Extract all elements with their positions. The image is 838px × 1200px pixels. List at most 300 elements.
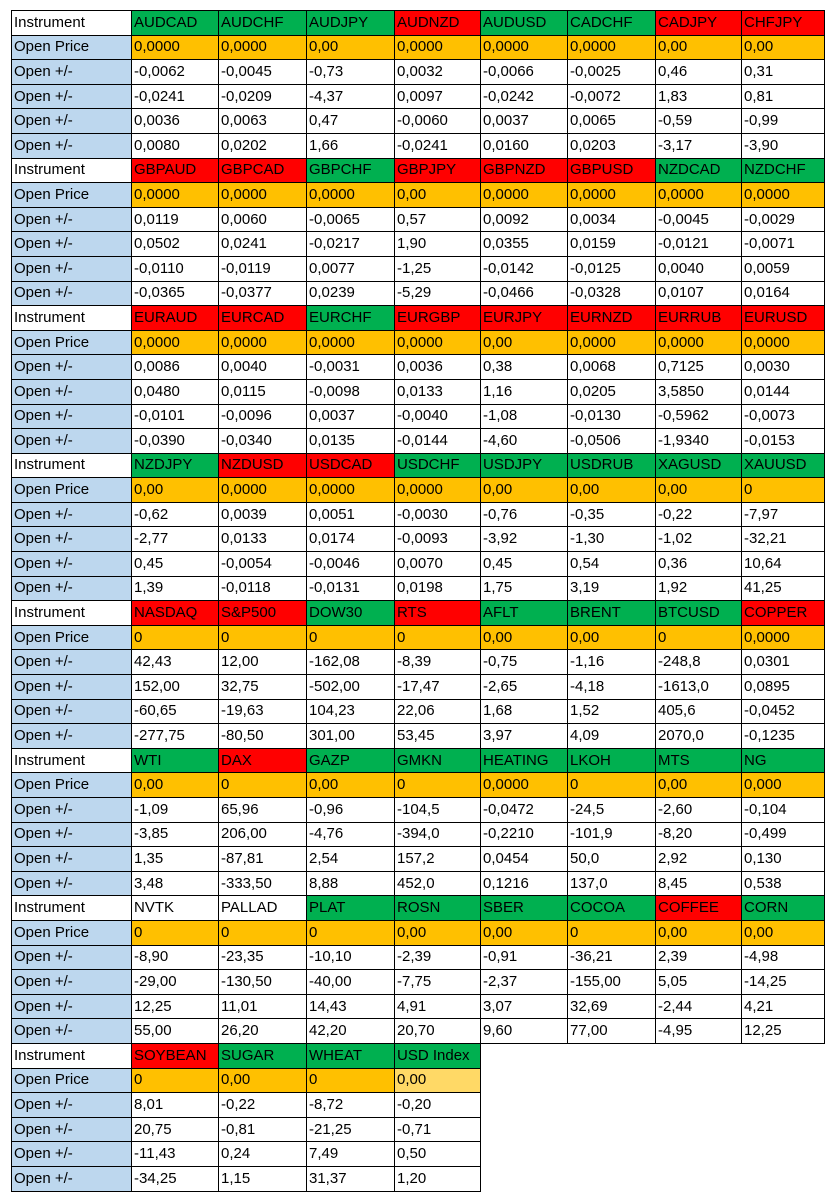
open-delta-cell: -23,35 (219, 945, 307, 970)
open-delta-cell: -11,43 (132, 1142, 219, 1167)
open-delta-cell: -394,0 (395, 822, 481, 847)
open-delta-cell: -60,65 (132, 699, 219, 724)
instrument-name-cell: LKOH (568, 748, 656, 773)
open-price-cell: 0,00 (656, 773, 742, 798)
open-price-cell: 0,0000 (742, 625, 825, 650)
open-delta-cell: -0,0096 (219, 404, 307, 429)
open-delta-cell: -0,0030 (395, 502, 481, 527)
open-delta-label: Open +/- (12, 994, 132, 1019)
instrument-name-cell: GBPCHF (307, 158, 395, 183)
instrument-name-cell: RTS (395, 601, 481, 626)
instrument-name-cell: EURNZD (568, 306, 656, 331)
open-delta-cell: -0,0153 (742, 429, 825, 454)
instrument-name-cell: AUDCHF (219, 11, 307, 36)
open-delta-cell: -0,0101 (132, 404, 219, 429)
open-price-cell: 0,00 (656, 35, 742, 60)
empty-cell (742, 1142, 825, 1167)
instrument-name-cell: DOW30 (307, 601, 395, 626)
open-delta-cell: -4,76 (307, 822, 395, 847)
instrument-row (12, 1043, 825, 1068)
open-price-cell: 0,0000 (307, 183, 395, 208)
open-price-cell: 0,000 (742, 773, 825, 798)
open-price-cell: 0,0000 (307, 478, 395, 503)
open-delta-cell: -0,35 (568, 502, 656, 527)
open-delta-cell: 0,0241 (219, 232, 307, 257)
open-delta-cell: -4,37 (307, 84, 395, 109)
open-delta-cell: 20,70 (395, 1019, 481, 1044)
open-price-cell: 0,0000 (656, 183, 742, 208)
open-delta-cell: -0,0066 (481, 60, 568, 85)
open-delta-label: Open +/- (12, 84, 132, 109)
open-delta-cell: 0,0034 (568, 207, 656, 232)
open-delta-cell: 7,49 (307, 1142, 395, 1167)
open-delta-cell: -24,5 (568, 798, 656, 823)
open-delta-row (12, 502, 825, 527)
open-price-cell: 0,0000 (656, 330, 742, 355)
open-delta-cell: 0,36 (656, 552, 742, 577)
open-delta-cell: -0,0062 (132, 60, 219, 85)
instrument-row (12, 158, 825, 183)
open-delta-cell: -4,95 (656, 1019, 742, 1044)
open-delta-cell: 157,2 (395, 847, 481, 872)
empty-cell (656, 1068, 742, 1093)
open-delta-cell: -0,22 (219, 1093, 307, 1118)
open-delta-cell: 12,25 (132, 994, 219, 1019)
open-delta-label: Open +/- (12, 552, 132, 577)
instrument-label: Instrument (12, 1043, 132, 1068)
open-price-cell: 0,0000 (307, 330, 395, 355)
open-delta-cell: -36,21 (568, 945, 656, 970)
open-delta-cell: -0,0071 (742, 232, 825, 257)
open-delta-label: Open +/- (12, 798, 132, 823)
open-price-cell: 0 (219, 773, 307, 798)
open-delta-cell: -104,5 (395, 798, 481, 823)
open-delta-cell: -8,90 (132, 945, 219, 970)
open-delta-cell: -0,0452 (742, 699, 825, 724)
open-price-cell: 0 (656, 625, 742, 650)
open-price-cell: 0,00 (568, 478, 656, 503)
open-delta-cell: 0,0133 (219, 527, 307, 552)
open-delta-cell: 206,00 (219, 822, 307, 847)
open-price-cell: 0 (568, 773, 656, 798)
open-delta-cell: -0,0121 (656, 232, 742, 257)
instrument-row (12, 306, 825, 331)
instrument-name-cell: AUDJPY (307, 11, 395, 36)
open-delta-cell: 0,7125 (656, 355, 742, 380)
open-delta-cell: 0,50 (395, 1142, 481, 1167)
open-delta-cell: 137,0 (568, 871, 656, 896)
open-price-cell: 0,0000 (568, 183, 656, 208)
open-delta-cell: -87,81 (219, 847, 307, 872)
open-delta-cell: 301,00 (307, 724, 395, 749)
open-delta-cell: 3,07 (481, 994, 568, 1019)
open-delta-cell: 0,0063 (219, 109, 307, 134)
open-delta-cell: -2,44 (656, 994, 742, 1019)
open-price-cell: 0,0000 (132, 35, 219, 60)
open-price-label: Open Price (12, 478, 132, 503)
open-delta-cell: 3,97 (481, 724, 568, 749)
open-delta-cell: -32,21 (742, 527, 825, 552)
instrument-name-cell: GBPUSD (568, 158, 656, 183)
open-delta-cell: -1,30 (568, 527, 656, 552)
instrument-name-cell: GBPJPY (395, 158, 481, 183)
instrument-name-cell: BRENT (568, 601, 656, 626)
open-delta-cell: -1,16 (568, 650, 656, 675)
empty-cell (568, 1142, 656, 1167)
open-delta-cell: 50,0 (568, 847, 656, 872)
open-delta-cell: 0,81 (742, 84, 825, 109)
open-delta-cell: 2,92 (656, 847, 742, 872)
open-delta-cell: 0,0895 (742, 675, 825, 700)
instrument-name-cell: AUDCAD (132, 11, 219, 36)
open-delta-cell: -0,0031 (307, 355, 395, 380)
instrument-name-cell: CHFJPY (742, 11, 825, 36)
open-delta-cell: -34,25 (132, 1166, 219, 1191)
open-delta-cell: 0,0086 (132, 355, 219, 380)
open-price-row (12, 478, 825, 503)
open-delta-cell: 0,0068 (568, 355, 656, 380)
empty-cell (481, 1166, 568, 1191)
open-delta-cell: -0,0029 (742, 207, 825, 232)
open-delta-row (12, 650, 825, 675)
open-delta-cell: -2,77 (132, 527, 219, 552)
instrument-name-cell: NZDCHF (742, 158, 825, 183)
open-price-label: Open Price (12, 920, 132, 945)
open-price-cell: 0 (219, 920, 307, 945)
open-delta-cell: -7,75 (395, 970, 481, 995)
open-delta-cell: 5,05 (656, 970, 742, 995)
open-delta-cell: 32,75 (219, 675, 307, 700)
open-delta-cell: -19,63 (219, 699, 307, 724)
open-delta-cell: 0,0454 (481, 847, 568, 872)
open-delta-label: Open +/- (12, 1166, 132, 1191)
open-delta-cell: 0,538 (742, 871, 825, 896)
open-price-row (12, 330, 825, 355)
open-delta-label: Open +/- (12, 429, 132, 454)
open-delta-row (12, 379, 825, 404)
open-delta-cell: 0,130 (742, 847, 825, 872)
open-delta-cell: -130,50 (219, 970, 307, 995)
open-delta-cell: 53,45 (395, 724, 481, 749)
open-delta-row (12, 404, 825, 429)
open-price-row (12, 183, 825, 208)
open-delta-row (12, 1117, 825, 1142)
open-price-cell: 0 (307, 920, 395, 945)
open-delta-cell: -2,39 (395, 945, 481, 970)
open-delta-row (12, 822, 825, 847)
open-delta-cell: 452,0 (395, 871, 481, 896)
empty-cell (742, 1166, 825, 1191)
open-delta-cell: -0,59 (656, 109, 742, 134)
open-delta-cell: 9,60 (481, 1019, 568, 1044)
open-price-cell: 0,00 (132, 773, 219, 798)
open-delta-cell: -0,0125 (568, 256, 656, 281)
open-delta-cell: -0,96 (307, 798, 395, 823)
instrument-name-cell: AUDNZD (395, 11, 481, 36)
open-delta-cell: 405,6 (656, 699, 742, 724)
open-delta-cell: 42,20 (307, 1019, 395, 1044)
open-delta-row (12, 994, 825, 1019)
open-delta-label: Open +/- (12, 281, 132, 306)
open-delta-cell: -0,75 (481, 650, 568, 675)
open-delta-row (12, 1166, 825, 1191)
open-price-cell: 0,00 (568, 625, 656, 650)
open-delta-cell: -0,0040 (395, 404, 481, 429)
open-delta-cell: -0,1235 (742, 724, 825, 749)
open-price-label: Open Price (12, 330, 132, 355)
open-delta-label: Open +/- (12, 822, 132, 847)
open-delta-cell: 0,45 (132, 552, 219, 577)
open-delta-cell: -1,09 (132, 798, 219, 823)
open-delta-row (12, 699, 825, 724)
open-delta-label: Open +/- (12, 576, 132, 601)
instrument-table (11, 10, 825, 1192)
open-delta-cell: 0,0097 (395, 84, 481, 109)
instrument-name-cell: XAGUSD (656, 453, 742, 478)
open-price-cell: 0,0000 (219, 478, 307, 503)
open-delta-cell: -0,73 (307, 60, 395, 85)
open-delta-cell: 0,0115 (219, 379, 307, 404)
open-delta-cell: 1,35 (132, 847, 219, 872)
instrument-name-cell: ROSN (395, 896, 481, 921)
instrument-name-cell: PALLAD (219, 896, 307, 921)
open-delta-cell: -8,39 (395, 650, 481, 675)
instrument-name-cell: XAUUSD (742, 453, 825, 478)
open-delta-cell: -80,50 (219, 724, 307, 749)
open-delta-cell: 0,0059 (742, 256, 825, 281)
open-delta-row (12, 1019, 825, 1044)
open-delta-cell: 3,48 (132, 871, 219, 896)
open-delta-cell: -0,0065 (307, 207, 395, 232)
open-price-cell: 0 (132, 625, 219, 650)
empty-cell (656, 1093, 742, 1118)
open-delta-cell: -0,0466 (481, 281, 568, 306)
open-delta-cell: 65,96 (219, 798, 307, 823)
empty-cell (656, 1117, 742, 1142)
empty-cell (568, 1043, 656, 1068)
open-delta-cell: -0,0073 (742, 404, 825, 429)
open-delta-cell: -0,0118 (219, 576, 307, 601)
open-delta-cell: 0,0070 (395, 552, 481, 577)
open-delta-cell: 0,0030 (742, 355, 825, 380)
open-delta-cell: 20,75 (132, 1117, 219, 1142)
open-delta-cell: 0,0032 (395, 60, 481, 85)
open-delta-cell: -4,60 (481, 429, 568, 454)
open-delta-cell: 0,0205 (568, 379, 656, 404)
instrument-name-cell: BTCUSD (656, 601, 742, 626)
open-delta-cell: -0,0241 (395, 133, 481, 158)
open-price-cell: 0,0000 (481, 35, 568, 60)
open-delta-cell: -0,0045 (656, 207, 742, 232)
instrument-name-cell: GBPAUD (132, 158, 219, 183)
open-price-label: Open Price (12, 183, 132, 208)
open-delta-cell: 12,00 (219, 650, 307, 675)
empty-cell (656, 1142, 742, 1167)
open-delta-cell: 22,06 (395, 699, 481, 724)
open-delta-cell: 152,00 (132, 675, 219, 700)
open-delta-label: Open +/- (12, 207, 132, 232)
open-delta-row (12, 1093, 825, 1118)
open-delta-cell: 0,57 (395, 207, 481, 232)
instrument-name-cell: WTI (132, 748, 219, 773)
instrument-name-cell: S&P500 (219, 601, 307, 626)
instrument-name-cell: USDRUB (568, 453, 656, 478)
open-delta-row (12, 232, 825, 257)
open-price-cell: 0,0000 (568, 35, 656, 60)
empty-cell (656, 1043, 742, 1068)
open-delta-cell: -0,0046 (307, 552, 395, 577)
open-delta-cell: 0,0135 (307, 429, 395, 454)
open-price-cell: 0,00 (481, 625, 568, 650)
open-price-cell: 0,0000 (219, 183, 307, 208)
open-delta-cell: -0,0217 (307, 232, 395, 257)
open-delta-row (12, 84, 825, 109)
open-price-cell: 0,00 (742, 35, 825, 60)
open-price-cell: 0,00 (307, 773, 395, 798)
empty-cell (568, 1117, 656, 1142)
instrument-name-cell: USDJPY (481, 453, 568, 478)
open-price-cell: 0,00 (481, 330, 568, 355)
open-delta-cell: -0,0144 (395, 429, 481, 454)
instrument-name-cell: EURAUD (132, 306, 219, 331)
open-delta-cell: 12,25 (742, 1019, 825, 1044)
instrument-name-cell: NZDJPY (132, 453, 219, 478)
open-delta-cell: -0,0328 (568, 281, 656, 306)
open-delta-label: Open +/- (12, 970, 132, 995)
open-delta-cell: 0,46 (656, 60, 742, 85)
instrument-name-cell: CADJPY (656, 11, 742, 36)
open-price-cell: 0,0000 (219, 330, 307, 355)
open-delta-label: Open +/- (12, 60, 132, 85)
open-price-label: Open Price (12, 773, 132, 798)
open-delta-cell: 4,91 (395, 994, 481, 1019)
open-delta-row (12, 133, 825, 158)
open-delta-row (12, 429, 825, 454)
open-delta-cell: 0,0133 (395, 379, 481, 404)
open-delta-cell: 0,0174 (307, 527, 395, 552)
open-delta-cell: -0,0365 (132, 281, 219, 306)
empty-cell (656, 1166, 742, 1191)
instrument-row (12, 453, 825, 478)
open-price-cell: 0 (742, 478, 825, 503)
open-delta-label: Open +/- (12, 945, 132, 970)
open-delta-label: Open +/- (12, 355, 132, 380)
instrument-label: Instrument (12, 601, 132, 626)
open-delta-cell: 0,0480 (132, 379, 219, 404)
open-delta-cell: -0,5962 (656, 404, 742, 429)
open-delta-cell: 1,75 (481, 576, 568, 601)
open-price-cell: 0,0000 (395, 35, 481, 60)
open-delta-cell: -0,0472 (481, 798, 568, 823)
open-delta-cell: 0,0119 (132, 207, 219, 232)
instrument-name-cell: HEATING (481, 748, 568, 773)
open-delta-cell: 32,69 (568, 994, 656, 1019)
open-delta-cell: 31,37 (307, 1166, 395, 1191)
open-delta-cell: 3,19 (568, 576, 656, 601)
empty-cell (481, 1117, 568, 1142)
open-price-row (12, 35, 825, 60)
open-delta-label: Open +/- (12, 699, 132, 724)
open-price-label: Open Price (12, 35, 132, 60)
open-delta-cell: 0,47 (307, 109, 395, 134)
open-delta-row (12, 552, 825, 577)
open-delta-cell: -29,00 (132, 970, 219, 995)
open-delta-cell: -10,10 (307, 945, 395, 970)
open-delta-cell: -5,29 (395, 281, 481, 306)
open-delta-cell: 0,0502 (132, 232, 219, 257)
open-delta-cell: 41,25 (742, 576, 825, 601)
open-price-row (12, 625, 825, 650)
open-delta-cell: 14,43 (307, 994, 395, 1019)
open-price-cell: 0,0000 (395, 330, 481, 355)
open-delta-cell: 8,88 (307, 871, 395, 896)
empty-cell (568, 1166, 656, 1191)
open-delta-cell: 0,0039 (219, 502, 307, 527)
open-delta-cell: 0,0144 (742, 379, 825, 404)
open-delta-cell: 11,01 (219, 994, 307, 1019)
open-delta-cell: -0,0119 (219, 256, 307, 281)
open-delta-cell: -0,0209 (219, 84, 307, 109)
open-price-cell: 0 (307, 625, 395, 650)
open-delta-cell: -0,0131 (307, 576, 395, 601)
open-delta-cell: -0,0390 (132, 429, 219, 454)
open-price-cell: 0,0000 (132, 183, 219, 208)
open-delta-cell: 0,45 (481, 552, 568, 577)
open-delta-cell: 2070,0 (656, 724, 742, 749)
open-delta-cell: -0,0025 (568, 60, 656, 85)
instrument-name-cell: NVTK (132, 896, 219, 921)
open-delta-label: Open +/- (12, 133, 132, 158)
empty-cell (568, 1068, 656, 1093)
open-delta-cell: -0,99 (742, 109, 825, 134)
instrument-name-cell: MTS (656, 748, 742, 773)
open-price-cell: 0,00 (742, 920, 825, 945)
open-delta-cell: -502,00 (307, 675, 395, 700)
open-price-row (12, 1068, 825, 1093)
open-price-cell: 0,00 (481, 920, 568, 945)
instrument-label: Instrument (12, 896, 132, 921)
open-delta-cell: 0,0080 (132, 133, 219, 158)
open-delta-cell: 0,0239 (307, 281, 395, 306)
open-delta-cell: 8,45 (656, 871, 742, 896)
open-delta-cell: -0,0242 (481, 84, 568, 109)
open-delta-cell: 0,0051 (307, 502, 395, 527)
open-delta-cell: -0,0110 (132, 256, 219, 281)
open-delta-cell: 0,0355 (481, 232, 568, 257)
open-delta-cell: -0,0377 (219, 281, 307, 306)
open-delta-cell: 1,83 (656, 84, 742, 109)
open-delta-cell: -14,25 (742, 970, 825, 995)
open-delta-cell: -0,0054 (219, 552, 307, 577)
open-price-cell: 0,00 (219, 1068, 307, 1093)
open-delta-label: Open +/- (12, 1117, 132, 1142)
open-delta-cell: 26,20 (219, 1019, 307, 1044)
open-price-row (12, 920, 825, 945)
instrument-name-cell: NG (742, 748, 825, 773)
open-delta-cell: -1,9340 (656, 429, 742, 454)
open-delta-cell: -17,47 (395, 675, 481, 700)
open-price-cell: 0,0000 (219, 35, 307, 60)
open-delta-label: Open +/- (12, 404, 132, 429)
instrument-name-cell: CORN (742, 896, 825, 921)
instrument-name-cell: EURCHF (307, 306, 395, 331)
open-delta-cell: 42,43 (132, 650, 219, 675)
open-delta-row (12, 724, 825, 749)
open-delta-cell: -3,90 (742, 133, 825, 158)
open-delta-cell: 0,0202 (219, 133, 307, 158)
open-delta-cell: -0,0506 (568, 429, 656, 454)
open-delta-cell: 10,64 (742, 552, 825, 577)
